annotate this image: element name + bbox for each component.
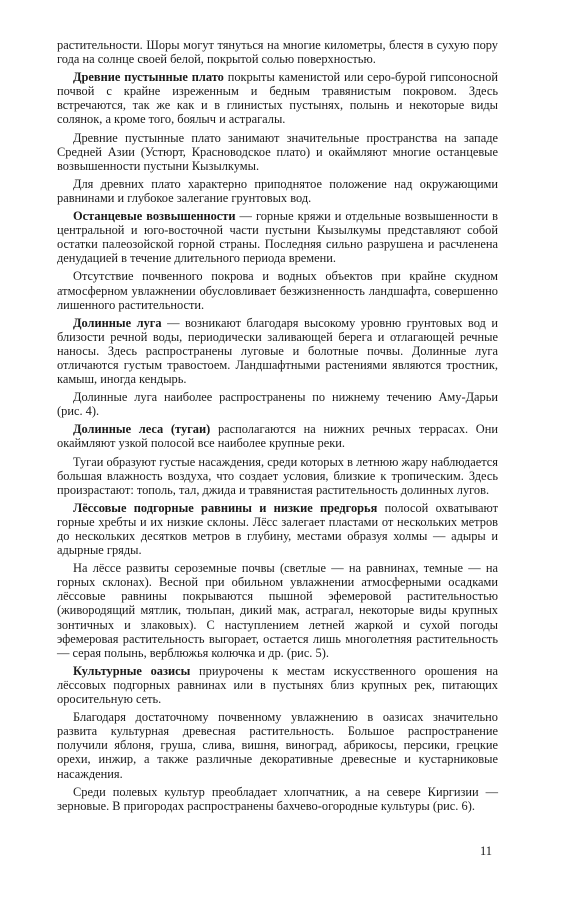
paragraph — [57, 131, 498, 173]
paragraph-text: приурочены к местам искусственного орошения на лёссовых подгорных равнинах или в пустынях близ крупных рек, питающих оросительную сеть. — [57, 663, 499, 707]
paragraph — [57, 561, 498, 660]
paragraph-text: полосой охватывают горные хребты и их низкие склоны. Лёсс залегает пластами от нескольких метров до нескольких десятков метров в глубину, местами образуя холмы — адыры и адырные гряды. — [57, 500, 498, 558]
paragraph — [57, 38, 498, 66]
paragraph-text: Благодаря достаточному почвенному увлажнению в оазисах значительно развита культурная древесная растительность. Большое распространение получили яблоня, груша, слива, вишня, виноград, абрикосы, персики, грецкие орехи, инжир, а также различные декоративные древесные и кустарниковые насаждения. — [57, 710, 498, 781]
paragraph-lead-term: Останцевые возвышенности — [73, 209, 236, 224]
paragraph — [57, 422, 498, 450]
paragraph — [57, 70, 498, 126]
paragraph-text: На лёссе развиты сероземные почвы (светлые — на равнинах, темные — на горных склонах). Весной при обильном увлажнении атмосферными осадками лёссовые равнины покрываются пышной эфемеровой растительностью (живородящий мятлик, тюльпан, дикий мак, астрагал, некоторые виды крупных зонтичных и злаковых). С наступлением летней жаркой и сухой погоды эфемеровая растительность выгорает, остается лишь многолетняя растительность — серая полынь, верблюжья колючка и др. (рис. 5). — [57, 561, 498, 660]
paragraph-text: Тугаи образуют густые насаждения, среди которых в летнюю жару наблюдается большая влажность воздуха, что создает условия, близкие к тропическим. Здесь произрастают: тополь, тал, джида и травянистая растительность долинных лугов. — [57, 454, 498, 497]
paragraph — [57, 177, 498, 205]
paragraph — [57, 501, 498, 557]
paragraph-text: Для древних плато характерно приподнятое положение над окружающими равнинами и глубокое залегание грунтовых вод. — [57, 176, 498, 205]
paragraph — [57, 316, 498, 386]
paragraph — [57, 710, 498, 780]
paragraph — [57, 209, 498, 265]
paragraph — [57, 269, 498, 311]
paragraph-lead-term: Лёссовые подгорные равнины и низкие предгорья — [73, 500, 378, 515]
paragraph-text: — горные кряжи и отдельные возвышенности в центральной и юго-восточной части пустыни Кызылкумы представляют собой остатки палеозойской горной страны. Последняя сильно разрушена и расчленена денудацией в течение длительного периода времени. — [57, 209, 498, 266]
page-number: 11 — [480, 844, 493, 858]
paragraph-text: Долинные луга наиболее распространены по нижнему течению Аму-Дарьи (рис. 4). — [57, 390, 498, 419]
paragraph — [57, 455, 498, 497]
paragraph-text: растительности. Шоры могут тянуться на многие километры, блестя в сухую пору года на солнце своей белой, покрытой солью поверхностью. — [57, 38, 498, 67]
paragraph-text: — возникают благодаря высокому уровню грунтовых вод и близости речной воды, периодически заливающей берега и отлагающей речные наносы. Здесь распространены луговые и болотные почвы. Долинные луга отличаются густым травостоем. Ландшафтными растениями являются тростник, камыш, иногда кендырь. — [57, 315, 498, 387]
paragraph — [57, 390, 498, 418]
paragraph-lead-term: Культурные оазисы — [73, 663, 191, 678]
paragraph-text: располагаются на нижних речных террасах. Они окаймляют узкой полосой все наиболее крупные реки. — [57, 422, 499, 451]
paragraph-lead-term: Долинные луга — [73, 315, 162, 330]
paragraph-lead-term: Древние пустынные плато — [73, 70, 224, 85]
paragraph — [57, 664, 498, 706]
paragraph-text: покрыты каменистой или серо-бурой гипсоносной почвой с крайне изреженным и бедным травянистым покровом. Здесь встречаются, так же как и в глинистых пустынях, полынь и некоторые виды солянок, а кроме того, боялыч и астрагалы. — [57, 70, 498, 127]
text-column — [57, 38, 498, 817]
paragraph-lead-term: Долинные леса (тугаи) — [73, 422, 211, 437]
paragraph-text: Отсутствие почвенного покрова и водных объектов при крайне скудном атмосферном увлажнении обусловливает безжизненность ландшафта, совершенно лишенного растительности. — [57, 269, 498, 312]
paragraph-text: Среди полевых культур преобладает хлопчатник, а на севере Киргизии — зерновые. В пригородах распространены бахчево-огородные культуры (рис. 6). — [57, 784, 498, 813]
paragraph-text: Древние пустынные плато занимают значительные пространства на западе Средней Азии (Устюрт, Красноводское плато) и окаймляют многие останцевые возвышенности пустыни Кызылкумы. — [57, 130, 498, 173]
paragraph — [57, 785, 498, 813]
